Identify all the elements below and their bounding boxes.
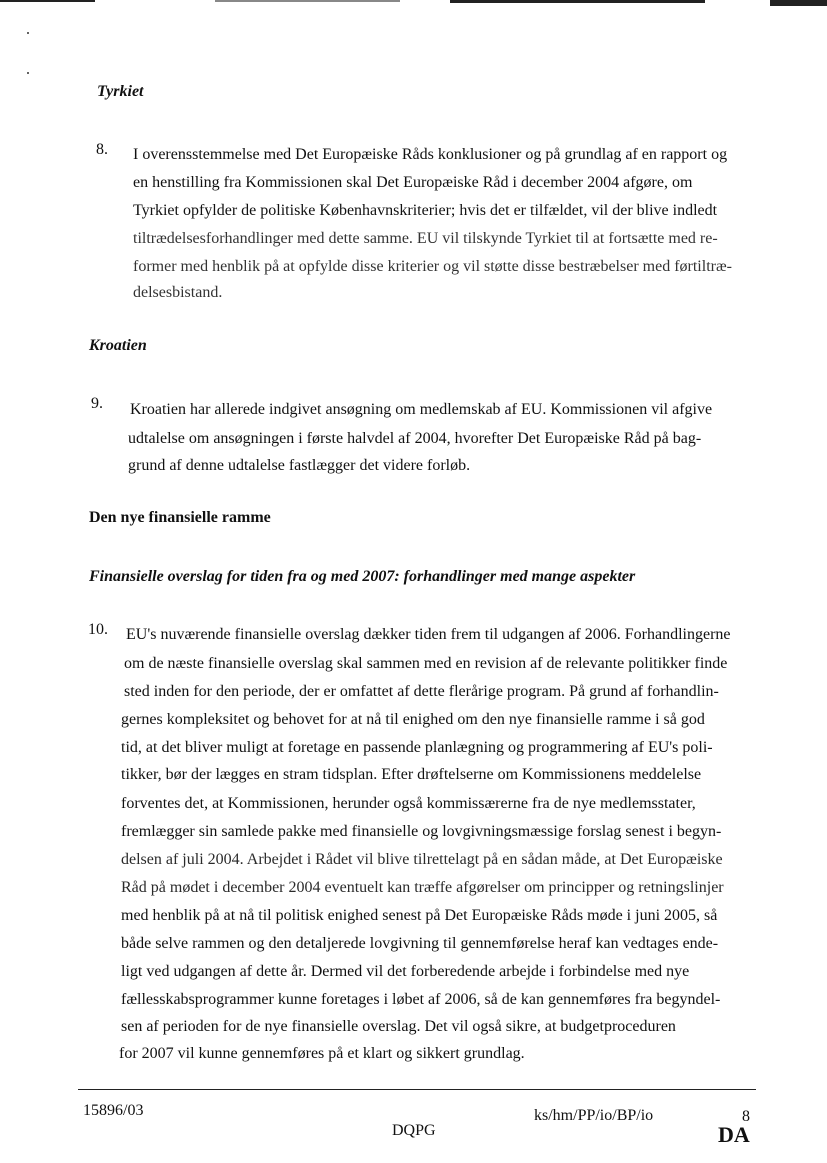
paragraph-line: forventes det, at Kommissionen, herunder også kommissærerne fra de nye medlemsstater, bbox=[121, 795, 696, 812]
paragraph-line: for 2007 vil kunne gennemføres på et klart og sikkert grundlag. bbox=[119, 1045, 525, 1062]
paragraph-line: om de næste finansielle overslag skal sammen med en revision af de relevante politikker finde bbox=[124, 655, 728, 672]
paragraph-line: ligt ved udgangen af dette år. Dermed vil det forberedende arbejde i forbindelse med nye bbox=[121, 963, 690, 980]
section-heading: Den nye finansielle ramme bbox=[89, 509, 271, 526]
paragraph-line: Tyrkiet opfylder de politiske Københavnskriterier; hvis det er tilfældet, vil der blive indledt bbox=[133, 202, 718, 219]
scan-artifact bbox=[215, 0, 400, 2]
paragraph-line: Råd på mødet i december 2004 eventuelt kan træffe afgørelser om principper og retningslinjer bbox=[121, 879, 724, 896]
paragraph-number: 10. bbox=[88, 621, 108, 638]
scan-artifact bbox=[770, 0, 827, 6]
paragraph-line: EU's nuværende finansielle overslag dækker tiden frem til udgangen af 2006. Forhandlingerne bbox=[126, 626, 731, 643]
paragraph-number: 8. bbox=[96, 141, 108, 158]
document-number: 15896/03 bbox=[83, 1102, 144, 1119]
section-heading: Kroatien bbox=[89, 337, 147, 354]
reference-code: ks/hm/PP/io/BP/io bbox=[534, 1107, 654, 1124]
paragraph-line: fremlægger sin samlede pakke med finansielle og lovgivningsmæssige forslag senest i begyn- bbox=[121, 823, 722, 840]
paragraph-line: Kroatien har allerede indgivet ansøgning om medlemskab af EU. Kommissionen vil afgive bbox=[130, 401, 713, 418]
paragraph-line: gernes kompleksitet og behovet for at nå til enighed om den nye finansielle ramme i så god bbox=[121, 711, 705, 728]
paragraph-line: I overensstemmelse med Det Europæiske Råds konklusioner og på grundlag af en rapport og bbox=[133, 146, 728, 163]
scan-artifact bbox=[0, 0, 95, 2]
paragraph-line: grund af denne udtalelse fastlægger det videre forløb. bbox=[128, 457, 471, 474]
paragraph-line: delsen af juli 2004. Arbejdet i Rådet vil blive tilrettelagt på en sådan måde, at Det Europæiske bbox=[121, 851, 723, 868]
footer-rule bbox=[78, 1089, 756, 1090]
scan-speck bbox=[27, 72, 29, 74]
paragraph-line: en henstilling fra Kommissionen skal Det Europæiske Råd i december 2004 afgøre, om bbox=[133, 174, 693, 191]
paragraph-line: med henblik på at nå til politisk enighed senest på Det Europæiske Råds møde i juni 2005, så bbox=[121, 907, 718, 924]
language-code: DA bbox=[718, 1122, 750, 1147]
paragraph-line: former med henblik på at opfylde disse kriterier og vil støtte disse bestræbelser med førtiltræ- bbox=[133, 258, 732, 275]
scan-artifact bbox=[450, 0, 705, 3]
paragraph-line: udtalelse om ansøgningen i første halvdel af 2004, hvorefter Det Europæiske Råd på bag- bbox=[128, 430, 702, 447]
paragraph-line: tiltrædelsesforhandlinger med dette samme. EU vil tilskynde Tyrkiet til at fortsætte med re- bbox=[133, 230, 718, 247]
paragraph-line: tikker, bør der lægges en stram tidsplan. Efter drøftelserne om Kommissionens meddelelse bbox=[121, 766, 702, 783]
paragraph-line: både selve rammen og den detaljerede lovgivning til gennemførelse heraf kan vedtages ende- bbox=[121, 935, 719, 952]
unit-code: DQPG bbox=[392, 1122, 436, 1139]
section-heading: Tyrkiet bbox=[97, 83, 144, 100]
page-number: 8 bbox=[742, 1108, 750, 1125]
paragraph-line: delsesbistand. bbox=[133, 284, 223, 301]
scan-speck bbox=[27, 32, 29, 34]
section-subheading: Finansielle overslag for tiden fra og med 2007: forhandlinger med mange aspekter bbox=[89, 568, 636, 585]
paragraph-number: 9. bbox=[91, 395, 103, 412]
paragraph-line: tid, at det bliver muligt at foretage en passende planlægning og programmering af EU's poli- bbox=[121, 739, 713, 756]
paragraph-line: fællesskabsprogrammer kunne foretages i løbet af 2006, så de kan gennemføres fra begyndel- bbox=[121, 991, 721, 1008]
paragraph-line: sen af perioden for de nye finansielle overslag. Det vil også sikre, at budgetproceduren bbox=[121, 1018, 676, 1035]
paragraph-line: sted inden for den periode, der er omfattet af dette flerårige program. På grund af forhandlin- bbox=[124, 683, 719, 700]
